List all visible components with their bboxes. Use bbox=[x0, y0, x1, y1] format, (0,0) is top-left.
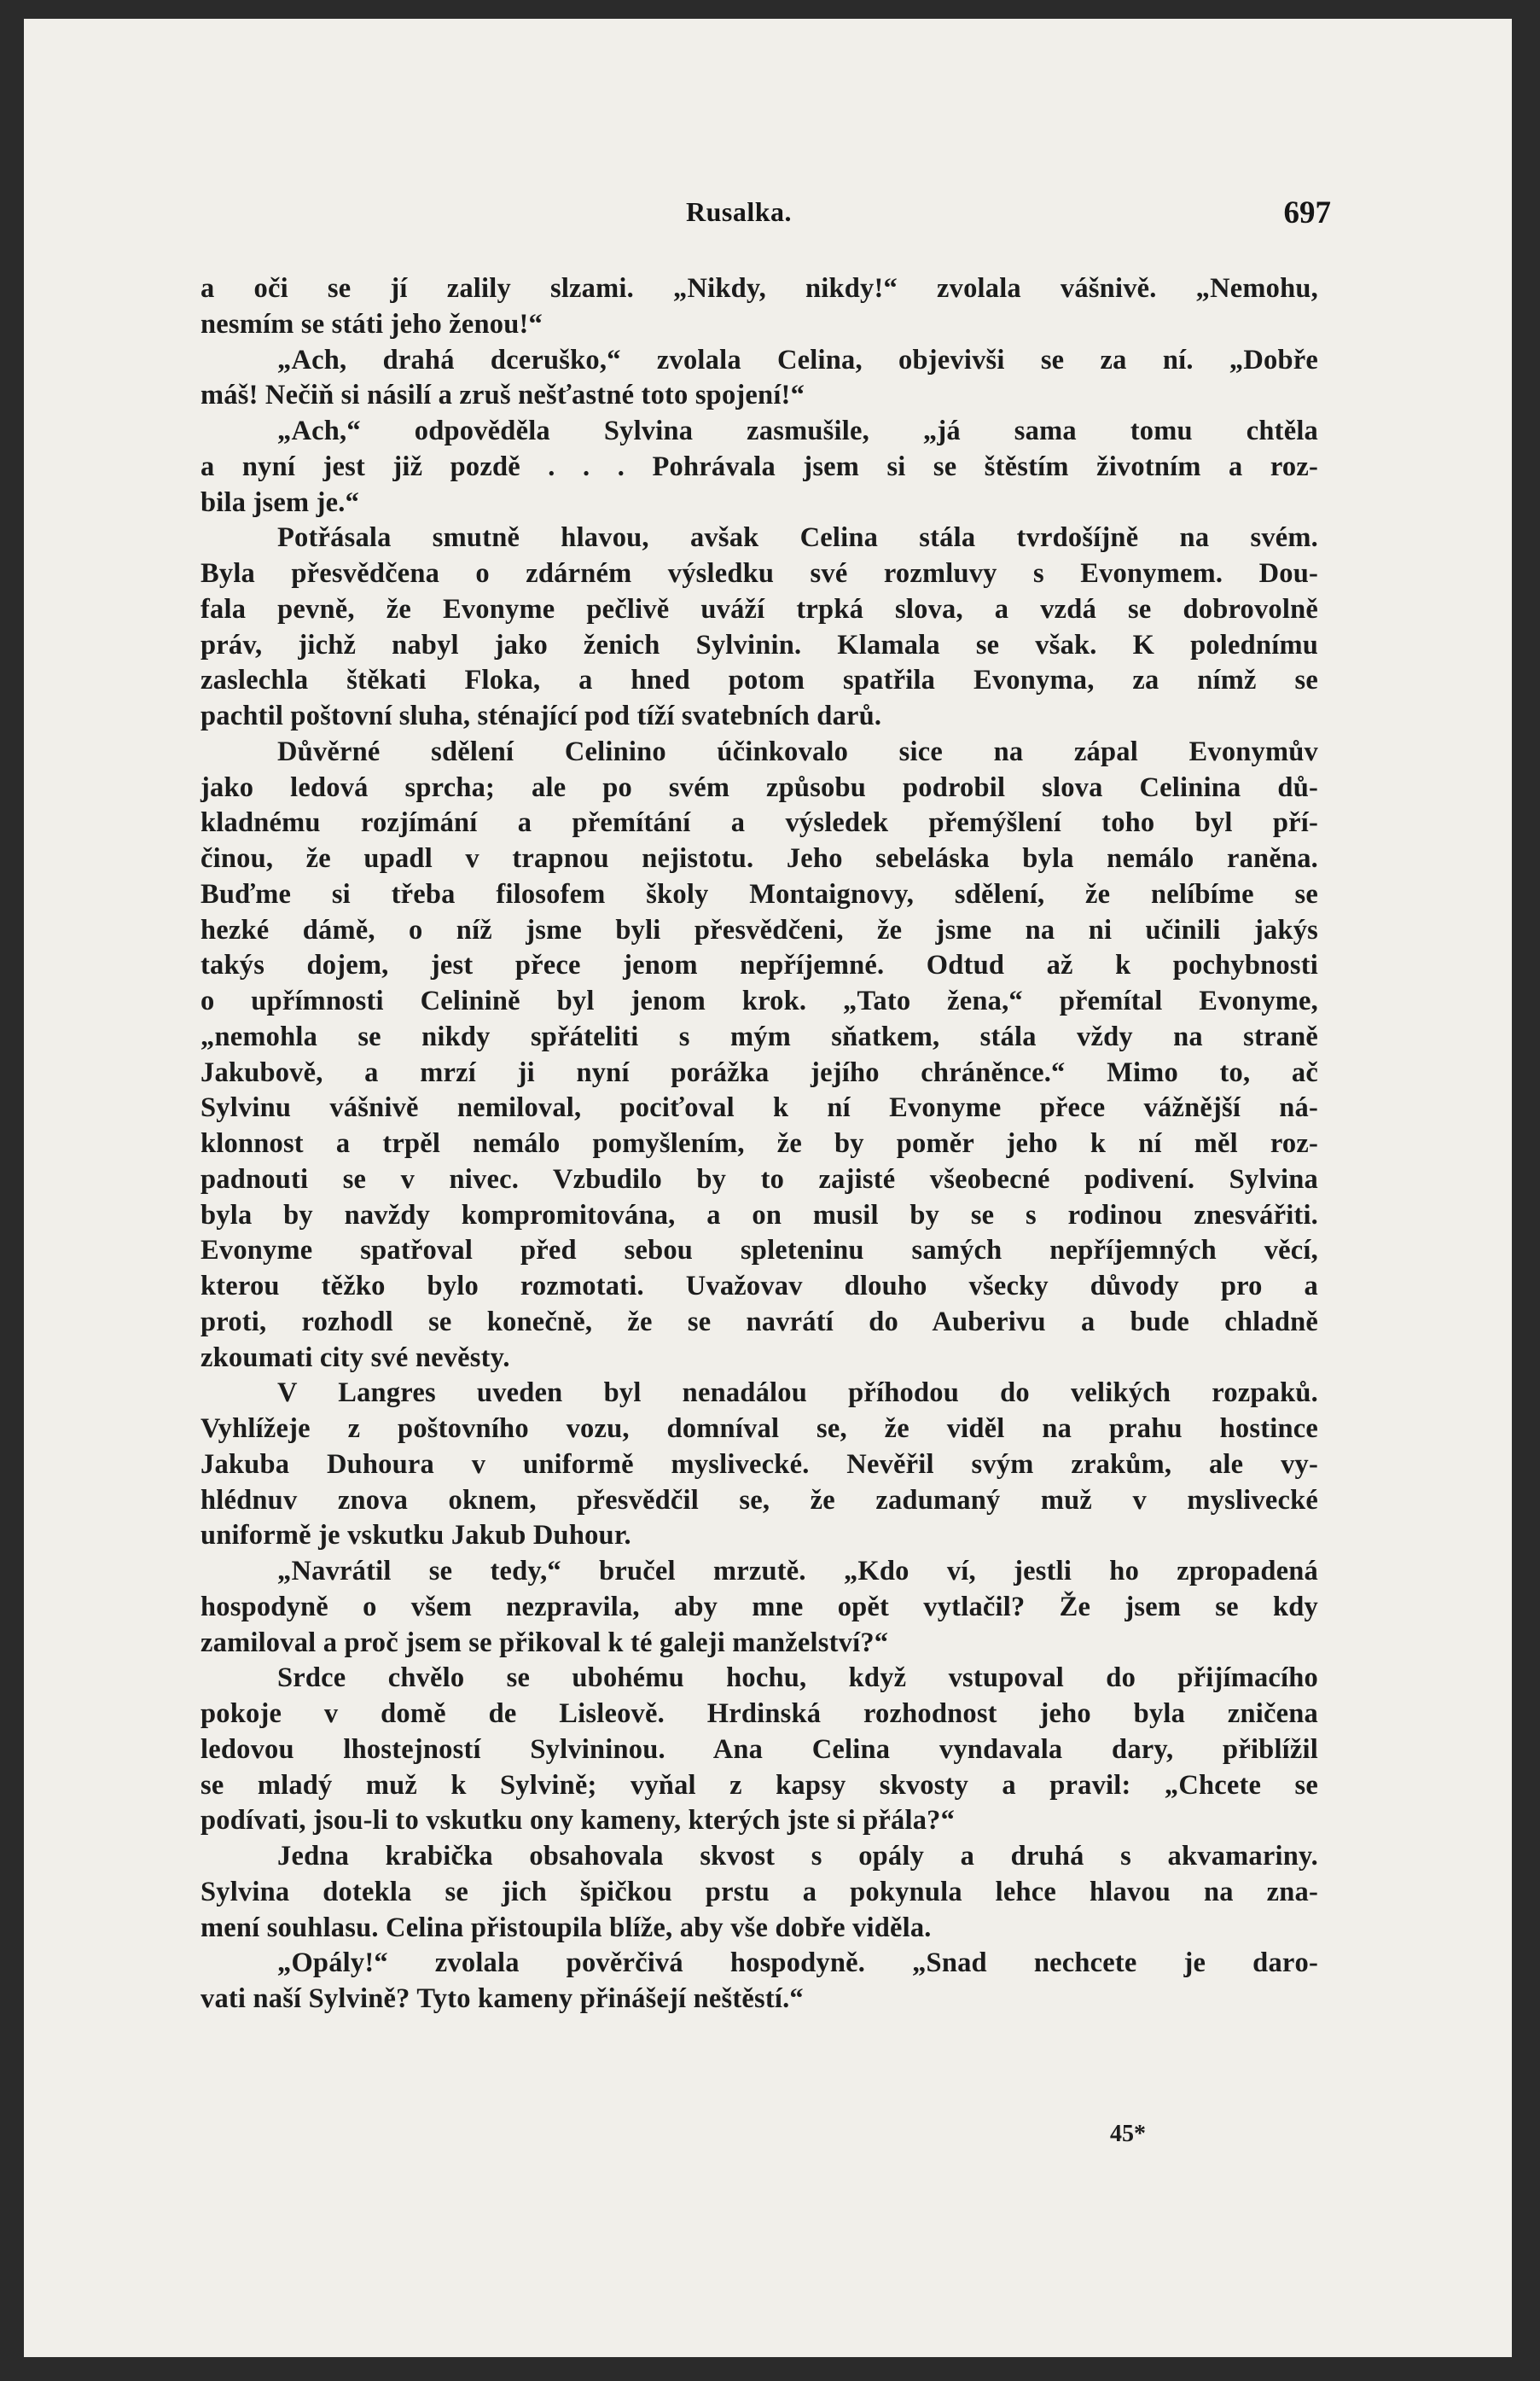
text-line: byla by navždy kompromitována, a on musil by se s rodinou znesvářiti. bbox=[200, 1199, 1318, 1231]
text-line: jako ledová sprcha; ale po svém způsobu podrobil slova Celinina dů- bbox=[200, 771, 1318, 803]
text-line: Jakuba Duhoura v uniformě myslivecké. Nevěřil svým zrakům, ale vy- bbox=[200, 1448, 1318, 1480]
text-line: Evonyme spatřoval před sebou spleteninu samých nepříjemných věcí, bbox=[200, 1235, 1318, 1266]
text-line: hezké dámě, o níž jsme byli přesvědčeni, že jsme na ni učinili jakýs bbox=[200, 914, 1318, 946]
text-line: klonnost a trpěl nemálo pomyšlením, že by poměr jeho k ní měl roz- bbox=[200, 1128, 1318, 1159]
text-line: takýs dojem, jest přece jenom nepříjemné. Odtud až k pochybnosti bbox=[200, 950, 1318, 981]
book-page bbox=[24, 19, 1512, 2357]
text-line: činou, že upadl v trapnou nejistotu. Jeho sebeláska byla nemálo raněna. bbox=[200, 843, 1318, 874]
text-line: Jedna krabička obsahovala skvost s opály a druhá s akvamariny. bbox=[277, 1841, 1318, 1872]
text-line: fala pevně, že Evonyme pečlivě uváží trpká slova, a vzdá se dobrovolně bbox=[200, 593, 1318, 625]
text-line: Sylvinu vášnivě nemiloval, pociťoval k ní Evonyme přece vážnější ná- bbox=[200, 1092, 1318, 1124]
text-line: „Opály!“ zvolala pověrčivá hospodyně. „Snad nechcete je darо- bbox=[277, 1947, 1318, 1979]
signature-mark: 45* bbox=[1110, 2121, 1146, 2147]
text-line: bila jsem je.“ bbox=[200, 486, 360, 518]
text-line: Srdce chvělo se ubohému hochu, když vstupoval do přijímacího bbox=[277, 1662, 1318, 1694]
text-line: „Navrátil se tedy,“ bručel mrzutě. „Kdo ví, jestli ho zpropadená bbox=[277, 1556, 1318, 1586]
running-head bbox=[24, 196, 1512, 239]
page-number: 697 bbox=[1283, 195, 1331, 230]
body-text bbox=[200, 271, 1318, 2017]
text-line: mení souhlasu. Celina přistoupila blíže, aby vše dobře viděla. bbox=[200, 1912, 932, 1943]
text-line: hlédnuv znova oknem, přesvědčil se, že zadumaný muž v myslivecké bbox=[200, 1484, 1318, 1516]
running-title: Rusalka. bbox=[686, 196, 793, 227]
text-line: Byla přesvědčena o zdárném výsledku své rozmluvy s Evonymem. Dou- bbox=[200, 558, 1318, 589]
text-line: Jakubově, a mrzí ji nyní porážka jejího chráněnce.“ Mimo to, ač bbox=[200, 1057, 1318, 1088]
text-line: pokoje v domě de Lisleově. Hrdinská rozhodnost jeho byla zničena bbox=[200, 1698, 1318, 1729]
text-line: Sylvina dotekla se jich špičkou prstu a pokynula lehce hlavou na zna- bbox=[200, 1876, 1318, 1907]
text-line: kterou těžko bylo rozmotati. Uvažovav dlouho všecky důvody pro a bbox=[200, 1271, 1318, 1301]
text-line: zamiloval a proč jsem se přikoval k té galeji manželství?“ bbox=[200, 1627, 889, 1658]
text-line: padnouti se v nivec. Vzbudilo by to zajisté všeobecné podivení. Sylvina bbox=[200, 1163, 1318, 1195]
text-line: zkoumati city své nevěsty. bbox=[200, 1342, 510, 1373]
text-line: Důvěrné sdělení Celinino účinkovalo sice na zápal Evonymův bbox=[277, 736, 1318, 767]
text-line: Vyhlížeje z poštovního vozu, domníval se, že viděl na prahu hostince bbox=[200, 1413, 1318, 1444]
text-line: „Ach, drahá dceruško,“ zvolala Celina, objevivši se za ní. „Dobře bbox=[277, 344, 1318, 375]
text-line: zaslechla štěkati Floka, a hned potom spatřila Evonyma, za nímž se bbox=[200, 665, 1318, 696]
text-line: o upřímnosti Celinině byl jenom krok. „Tato žena,“ přemítal Evonyme, bbox=[200, 986, 1318, 1016]
text-line: práv, jichž nabyl jako ženich Sylvinin. Klamala se však. K polednímu bbox=[200, 629, 1318, 661]
text-line: hospodyně o všem nezpravila, aby mne opět vytlačil? Že jsem se kdy bbox=[200, 1591, 1318, 1622]
text-line: kladnému rozjímání a přemítání a výsledek přemýšlení toho byl pří- bbox=[200, 807, 1318, 839]
text-line: podívati, jsou-li to vskutku ony kameny, kterých jste si přála?“ bbox=[200, 1805, 956, 1837]
text-line: „nemohla se nikdy spřáteliti s mým sňatkem, stála vždy na straně bbox=[200, 1021, 1318, 1052]
text-line: a oči se jí zalily slzami. „Nikdy, nikdy!“ zvolala vášnivě. „Nemohu, bbox=[200, 273, 1318, 304]
text-line: Buďme si třeba filosofem školy Montaignovy, sdělení, že nelíbíme se bbox=[200, 878, 1318, 910]
text-line: vati naší Sylvině? Tyto kameny přinášejí neštěstí.“ bbox=[200, 1983, 804, 2014]
text-line: se mladý muž k Sylvině; vyňal z kapsy skvosty a pravil: „Chcete se bbox=[200, 1769, 1318, 1801]
text-line: nesmím se státi jeho ženou!“ bbox=[200, 308, 543, 340]
text-line: máš! Nečiň si násilí a zruš nešťastné toto spojení!“ bbox=[200, 380, 805, 411]
text-line: proti, rozhodl se konečně, že se navrátí do Auberivu a bude chladně bbox=[200, 1306, 1318, 1337]
text-line: ledovou lhostejností Sylvininou. Ana Celina vyndavala dary, přiblížil bbox=[200, 1733, 1318, 1765]
text-line: „Ach,“ odpověděla Sylvina zasmušile, „já sama tomu chtěla bbox=[277, 416, 1318, 446]
text-line: pachtil poštovní sluha, sténající pod tíží svatebních darů. bbox=[200, 701, 882, 731]
text-line: Potřásala smutně hlavou, avšak Celina stála tvrdošíjně na svém. bbox=[277, 522, 1318, 554]
text-line: uniformě je vskutku Jakub Duhour. bbox=[200, 1520, 631, 1551]
text-line: a nyní jest již pozdě . . . Pohrávala jsem si se štěstím životním a roz- bbox=[200, 451, 1318, 482]
text-line: V Langres uveden byl nenadálou příhodou do velikých rozpaků. bbox=[277, 1377, 1318, 1409]
